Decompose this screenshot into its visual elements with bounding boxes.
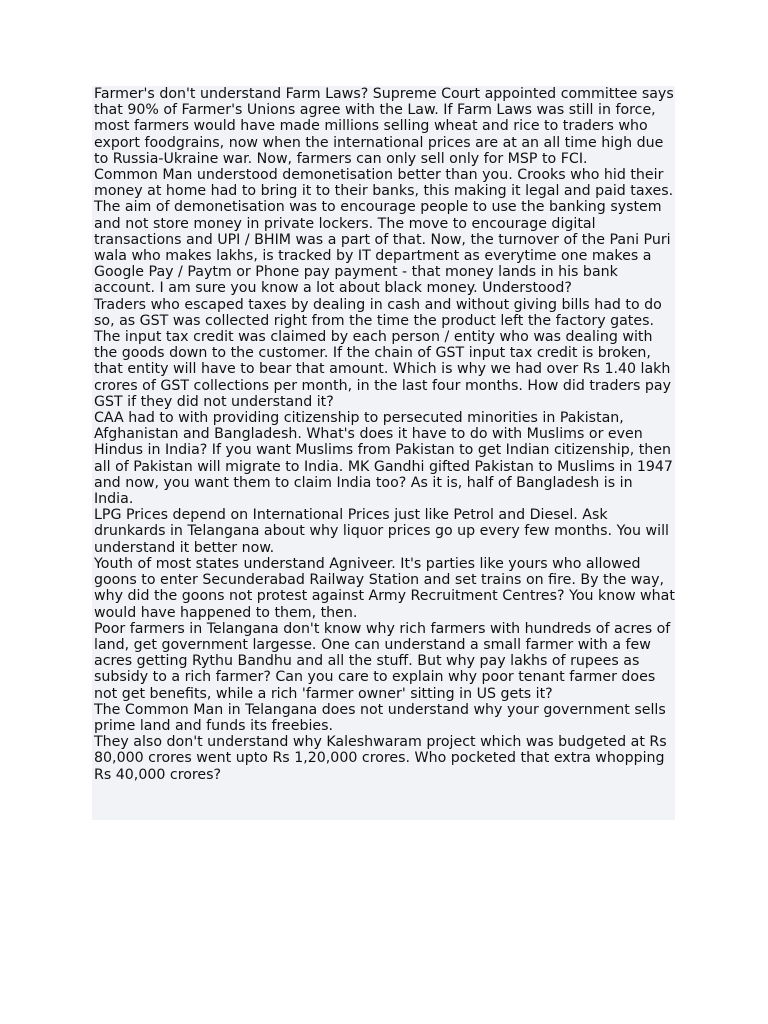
paragraph-gst: Traders who escaped taxes by dealing in cash and without giving bills had to do so, as GST was collected right from the time the product left the factory gates. The input tax credit was claimed by each person / entity who was dealing with the goods down to the customer. If the chain of GST input tax credit is broken, that entity will have to bear that amount. Which is why we had over Rs 1.40 lakh crores of GST collections per month, in the last four months. How did traders pay GST if they did not understand it? — [94, 296, 672, 410]
document-text-block — [92, 86, 675, 820]
paragraph-common-man: The Common Man in Telangana does not understand why your government sells prime land and funds its freebies. — [94, 701, 666, 734]
paragraph-lpg-prices: LPG Prices depend on International Prices just like Petrol and Diesel. Ask drunkards in Telangana about why liquor prices go up every few months. You will understand it better now. — [94, 507, 669, 556]
paragraph-demonetisation: Common Man understood demonetisation better than you. Crooks who hid their money at home had to bring it to their banks, this making it legal and paid taxes. The aim of demonetisation was to encourage people to use the banking system and not store money in private lockers. The move to encourage digital transactions and UPI / BHIM was a part of that. Now, the turnover of the Pani Puri wala who makes lakhs, is tracked by IT department as everytime one makes a Google Pay / Paytm or Phone pay payment - that money lands in his bank account. I am sure you know a lot about black money. Understood? — [94, 167, 674, 297]
paragraph-kaleshwaram: They also don't understand why Kaleshwaram project which was budgeted at Rs 80,000 crores went upto Rs 1,20,000 crores. Who pocketed that extra whopping Rs 40,000 crores? — [94, 734, 667, 783]
paragraph-agniveer: Youth of most states understand Agniveer. It's parties like yours who allowed goons to enter Secunderabad Railway Station and set trains on fire. By the way, why did the goons not protest against Army Recruitment Centres? You know what would have happened to them, then. — [94, 555, 675, 621]
paragraph-caa: CAA had to with providing citizenship to persecuted minorities in Pakistan, Afghanistan and Bangladesh. What's does it have to do with Muslims or even Hindus in India? If you want Muslims from Pakistan to get Indian citizenship, then all of Pakistan will migrate to India. MK Gandhi gifted Pakistan to Muslims in 1947 and now, you want them to claim India too? As it is, half of Bangladesh is in India. — [94, 410, 673, 508]
paragraph-farm-laws: Farmer's don't understand Farm Laws? Supreme Court appointed committee says that 90% of Farmer's Unions agree with the Law. If Farm Laws was still in force, most farmers would have made millions selling wheat and rice to traders who export foodgrains, now when the international prices are at an all time high due to Russia-Ukraine war. Now, farmers can only sell only for MSP to FCI. — [94, 86, 674, 167]
paragraph-poor-farmers: Poor farmers in Telangana don't know why rich farmers with hundreds of acres of land, get government largesse. One can understand a small farmer with a few acres getting Rythu Bandhu and all the stuff. But why pay lakhs of rupees as subsidy to a rich farmer? Can you care to explain why poor tenant farmer does not get benefits, while a rich 'farmer owner' sitting in US gets it? — [94, 620, 671, 702]
